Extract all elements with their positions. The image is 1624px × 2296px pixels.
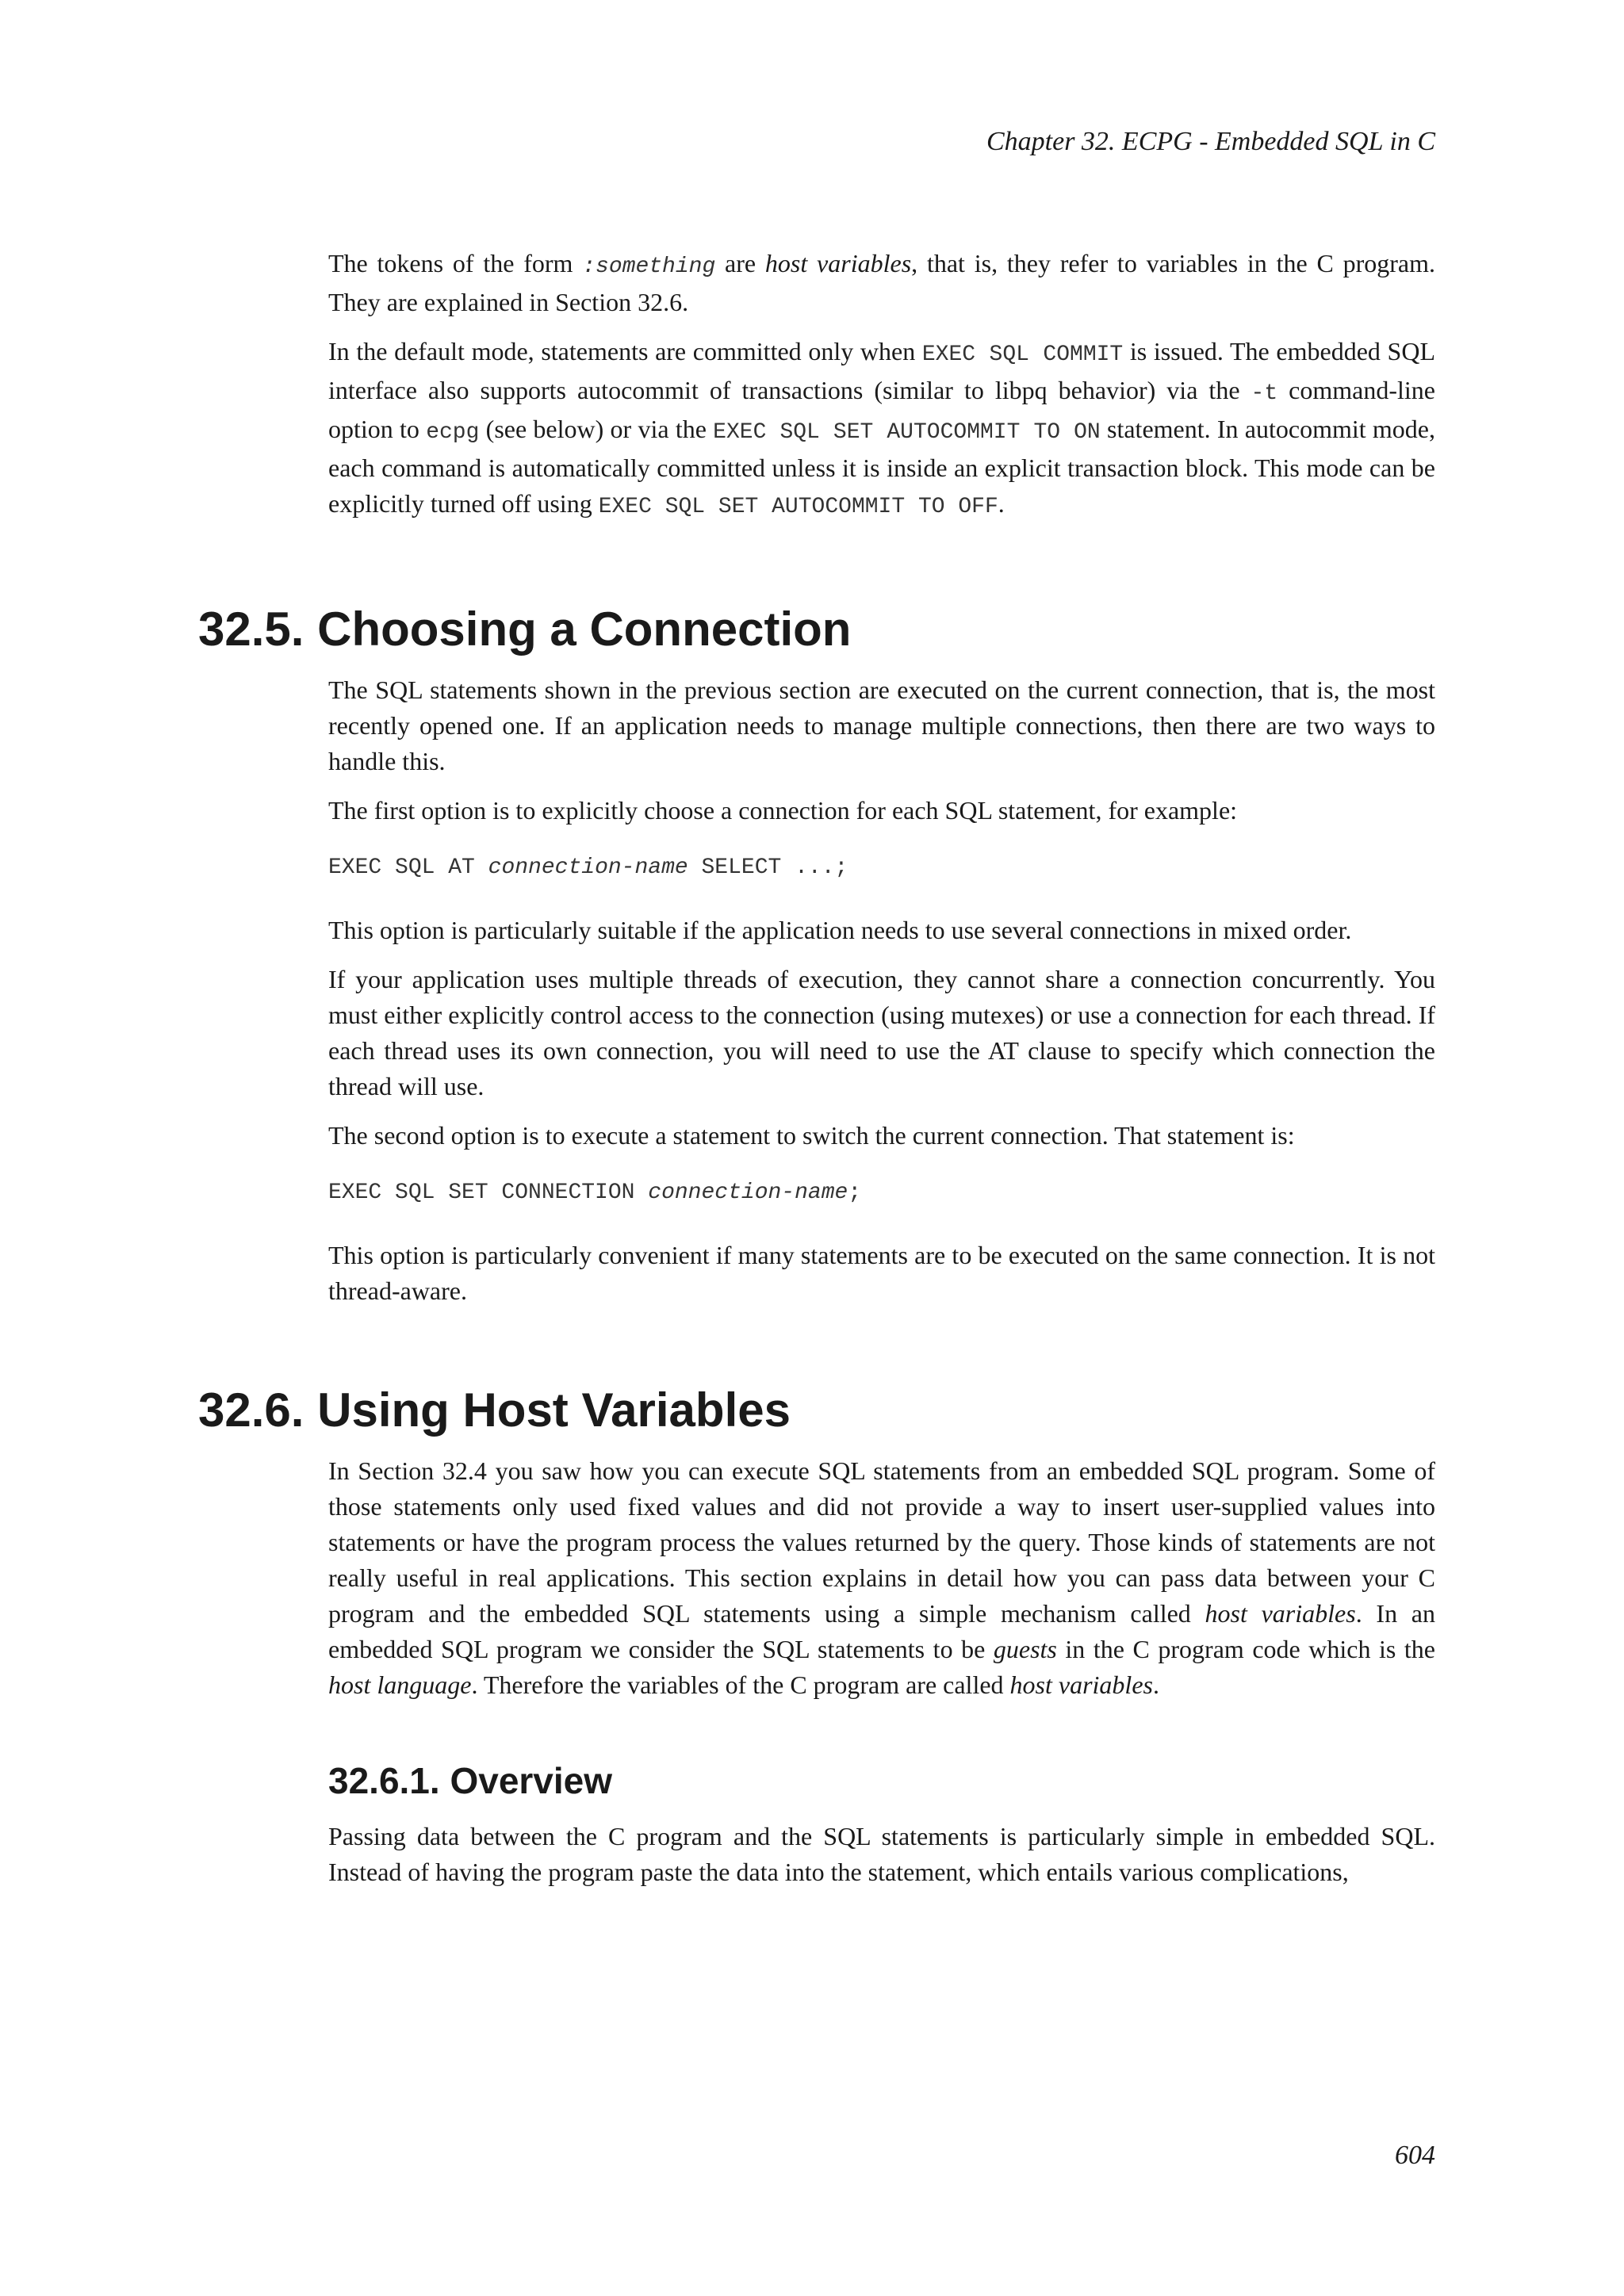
code-placeholder: connection-name [488,855,688,880]
code-text: ; [848,1181,862,1205]
paragraph: Passing data between the C program and the SQL statements is particularly simple in embedded SQL. Instead of having the program paste the data into the statement, which entails various complications, [328,1822,1435,1886]
running-header: Chapter 32. ECPG - Embedded SQL in C [986,127,1435,156]
section-heading-32-5: 32.5. Choosing a Connection [198,603,852,656]
text-run: . [998,489,1005,518]
inline-code: EXEC SQL COMMIT [921,342,1124,367]
code-text: EXEC SQL SET CONNECTION [328,1181,649,1205]
emphasis: host variables [1205,1599,1356,1628]
inline-code: :something [582,254,716,279]
emphasis: host variables [1009,1670,1153,1699]
subsection-heading-32-6-1: 32.6.1. Overview [328,1760,613,1801]
code-text: EXEC SQL AT [328,855,488,880]
text-run: statement. In autocommit mode, each command is automatically committed unless it is inside an explicit transaction block. This mode can be explicitly turned off using [328,415,1436,518]
paragraph: This option is particularly convenient if many statements are to be executed on the same connection. It is not thread-aware. [328,1241,1435,1305]
text-run: In the default mode, statements are committed only when [328,337,922,365]
emphasis: host language [328,1670,472,1699]
text-run: . In an embedded SQL program we consider the SQL statements to be [328,1599,1436,1663]
text-run: in the C program code which is the [1056,1635,1436,1663]
section-32-6-body [328,1453,1435,1890]
intro-paragraph-2 [328,334,1435,525]
text-run: are [715,249,765,277]
paragraph [328,1453,1435,1703]
paragraph: If your application uses multiple threads of execution, they cannot share a connection concurrently. You must either explicitly control access to the connection (using mutexes) or use a connection for each thread. If each thread uses its own connection, you will need to use the AT clause to specify which connection the thread will use. [328,965,1435,1100]
text-run: (see below) or via the [479,415,714,443]
page-number: 604 [1395,2141,1435,2170]
inline-code: -t [1251,381,1278,406]
section-32-5-body [328,672,1435,1309]
text-run: In Section 32.4 you saw how you can execute SQL statements from an embedded SQL program. Some of those statements only used fixed values and did not provide a way to insert user-supplied values into statements or have the program process the values returned by the query. Those kinds of statements are not really useful in real applications. This section explains in detail how you can pass data between your C program and the embedded SQL statements using a simple mechanism called [328,1456,1435,1628]
section-heading-32-6: 32.6. Using Host Variables [198,1383,791,1437]
text-run: . [1152,1670,1159,1699]
text-run: is issued. The embedded SQL interface also supports autocommit of transactions (similar to libpq behavior) via the [328,337,1436,404]
code-example [328,1177,1435,1209]
text-run: , that is, they refer to variables in the C program. They are explained in Section 32.6. [328,249,1436,316]
emphasis: guests [993,1635,1057,1663]
text-run: The tokens of the form [328,249,583,277]
emphasis: host variables [764,249,912,277]
paragraph: The second option is to execute a statement to switch the current connection. That statement is: [328,1121,1295,1150]
code-text: SELECT ...; [688,855,848,880]
paragraph: This option is particularly suitable if the application needs to use several connections in mixed order. [328,916,1352,944]
text-run: . Therefore the variables of the C program are called [471,1670,1010,1699]
paragraph: The SQL statements shown in the previous section are executed on the current connection, that is, the most recently opened one. If an application needs to manage multiple connections, then there are two ways to handle this. [328,675,1435,775]
inline-code: EXEC SQL SET AUTOCOMMIT TO ON [713,420,1101,445]
intro-block [328,246,1435,525]
intro-paragraph-1 [328,246,1435,320]
inline-code: ecpg [426,420,480,445]
paragraph: The first option is to explicitly choose a connection for each SQL statement, for example: [328,796,1238,825]
inline-code: EXEC SQL SET AUTOCOMMIT TO OFF [598,495,998,519]
text-run: command-line option to [328,376,1436,443]
code-example [328,852,1435,884]
page-content [0,246,1624,1904]
code-placeholder: connection-name [648,1181,848,1205]
